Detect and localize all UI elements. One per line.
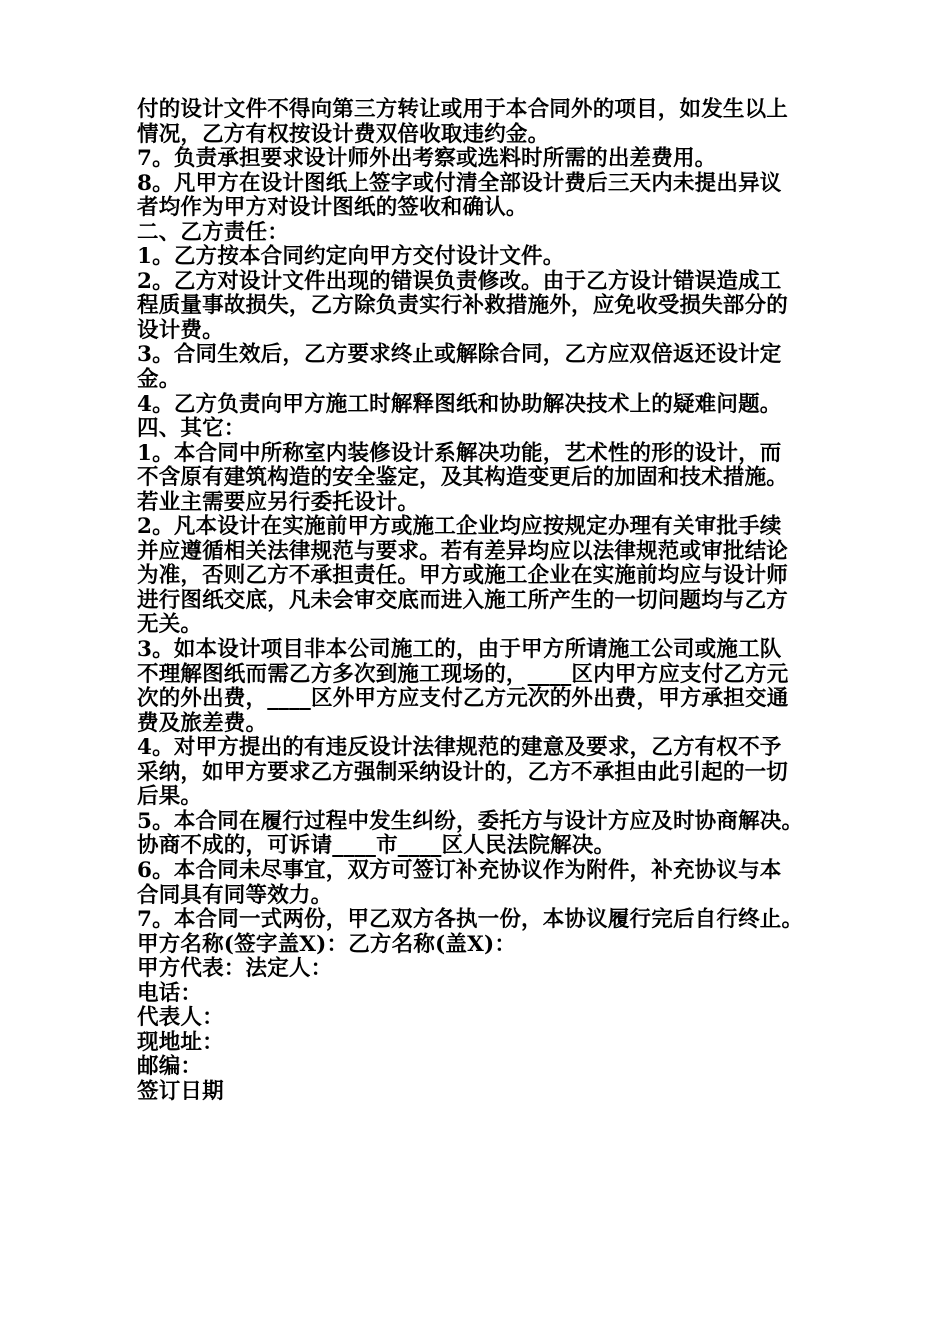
text-line: 费及旅差费。 xyxy=(137,710,268,736)
text-line: 金。 xyxy=(137,367,181,393)
text-line: 代表人： xyxy=(137,1005,224,1031)
text-line: 1。本合同中所称室内装修设计系解决功能，艺术性的形的设计，而 xyxy=(137,440,782,466)
text-line: 二、乙方责任： xyxy=(137,219,289,245)
text-line: 2。乙方对设计文件出现的错误负责修改。由于乙方设计错误造成工 xyxy=(137,268,782,294)
text-line: 不含原有建筑构造的安全鉴定，及其构造变更后的加固和技术措施。 xyxy=(137,465,789,491)
text-line: 5。本合同在履行过程中发生纠纷，委托方与设计方应及时协商解决。 xyxy=(137,808,804,834)
text-line: 为准，否则乙方不承担责任。甲方或施工企业在实施前均应与设计师 xyxy=(137,563,789,589)
text-line: 设计费。 xyxy=(137,317,224,343)
text-line: 3。如本设计项目非本公司施工的，由于甲方所请施工公司或施工队 xyxy=(137,637,782,663)
text-line: 协商不成的，可诉请____市____区人民法院解决。 xyxy=(137,833,616,859)
text-line: 4。乙方负责向甲方施工时解释图纸和协助解决技术上的疑难问题。 xyxy=(137,391,782,417)
text-line: 现地址： xyxy=(137,1029,224,1055)
text-line: 3。合同生效后，乙方要求终止或解除合同，乙方应双倍返还设计定 xyxy=(137,342,782,368)
text-line: 邮编： xyxy=(137,1054,203,1080)
text-line: 后果。 xyxy=(137,784,203,810)
text-line: 若业主需要应另行委托设计。 xyxy=(137,489,420,515)
text-line: 付的设计文件不得向第三方转让或用于本合同外的项目，如发生以上 xyxy=(137,97,789,122)
text-line: 甲方代表：法定人： xyxy=(137,956,333,982)
text-line: 甲方名称(签字盖X)：乙方名称(盖X)： xyxy=(137,931,517,957)
text-line: 次的外出费，____区外甲方应支付乙方元次的外出费，甲方承担交通 xyxy=(137,686,789,712)
text-line: 四、其它： xyxy=(137,416,246,442)
text-line: 8。凡甲方在设计图纸上签字或付清全部设计费后三天内未提出异议 xyxy=(137,170,782,196)
text-line: 采纳，如甲方要求乙方强制采纳设计的，乙方不承担由此引起的一切 xyxy=(137,759,789,785)
text-line: 并应遵循相关法律规范与要求。若有差异均应以法律规范或审批结论 xyxy=(137,538,789,564)
text-line: 不理解图纸而需乙方多次到施工现场的，____区内甲方应支付乙方元 xyxy=(137,661,789,687)
text-line: 7。本合同一式两份，甲乙双方各执一份，本协议履行完后自行终止。 xyxy=(137,907,804,933)
text-line: 6。本合同未尽事宜，双方可签订补充协议作为附件，补充协议与本 xyxy=(137,857,782,883)
text-line: 合同具有同等效力。 xyxy=(137,882,333,908)
contract-text xyxy=(137,98,827,1104)
text-line: 情况，乙方有权按设计费双倍收取违约金。 xyxy=(137,121,550,147)
text-line: 4。对甲方提出的有违反设计法律规范的建意及要求，乙方有权不予 xyxy=(137,735,782,761)
text-line: 电话： xyxy=(137,980,203,1006)
text-line: 7。负责承担要求设计师外出考察或选料时所需的出差费用。 xyxy=(137,146,717,172)
text-line: 2。凡本设计在实施前甲方或施工企业均应按规定办理有关审批手续 xyxy=(137,514,782,540)
text-line: 进行图纸交底，凡未会审交底而进入施工所产生的一切问题均与乙方 xyxy=(137,587,789,613)
text-line: 者均作为甲方对设计图纸的签收和确认。 xyxy=(137,195,528,221)
text-line: 程质量事故损失，乙方除负责实行补救措施外，应免收受损失部分的 xyxy=(137,293,789,319)
text-line: 无关。 xyxy=(137,612,203,638)
text-line: 签订日期 xyxy=(137,1078,224,1104)
text-line: 1。乙方按本合同约定向甲方交付设计文件。 xyxy=(137,244,565,270)
